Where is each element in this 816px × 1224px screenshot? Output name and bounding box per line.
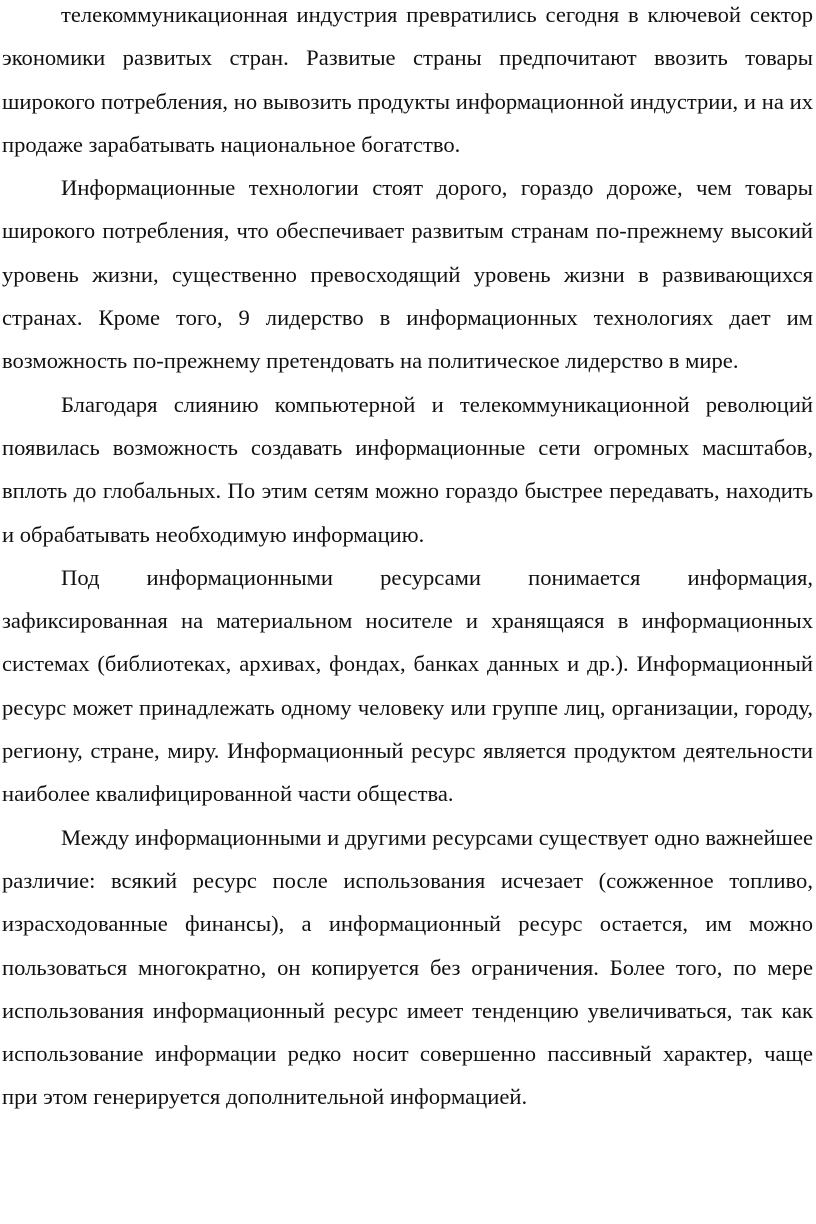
paragraph-2: Информационные технологии стоят дорого, гораздо дороже, чем товары широкого потребления, что обеспечивает развитым странам по-прежнему высокий уровень жизни, существенно превосходящий уровень жизни в развивающихся странах. Кроме того, 9 лидерство в информационных технологиях дает им возможность по-прежнему претендовать на политическое лидерство в мире. [2,175,813,374]
paragraph-4: Под информационными ресурсами понимается информация, зафиксированная на материальном носителе и хранящаяся в информационных системах (библиотеках, архивах, фондах, банках данных и др.). Информационный ресурс может принадлежать одному человеку или группе лиц, организации, городу, региону, стране, миру. Информационный ресурс является продуктом деятельности наиболее квалифицированной части общества. [2,564,813,807]
paragraph-3: Благодаря слиянию компьютерной и телекоммуникационной революций появилась возможность создавать информационные сети огромных масштабов, вплоть до глобальных. По этим сетям можно гораздо быстрее передавать, находить и обрабатывать необходимую информацию. [2,391,813,547]
paragraph-1: телекоммуникационная индустрия превратились сегодня в ключевой сектор экономики развитых стран. Развитые страны предпочитают ввозить товары широкого потребления, но вывозить продукты информационной индустрии, и на их продаже зарабатывать национальное богатство. [2,2,813,157]
paragraph-5: Между информационными и другими ресурсами существует одно важнейшее различие: всякий ресурс после использования исчезает (сожженное топливо, израсходованные финансы), а информационный ресурс остается, им можно пользоваться многократно, он копируется без ограничения. Более того, по мере использования информационный ресурс имеет тенденцию увеличиваться, так как использование информации редко носит совершенно пассивный характер, чаще при этом генерируется дополнительной информацией. [2,824,813,1110]
